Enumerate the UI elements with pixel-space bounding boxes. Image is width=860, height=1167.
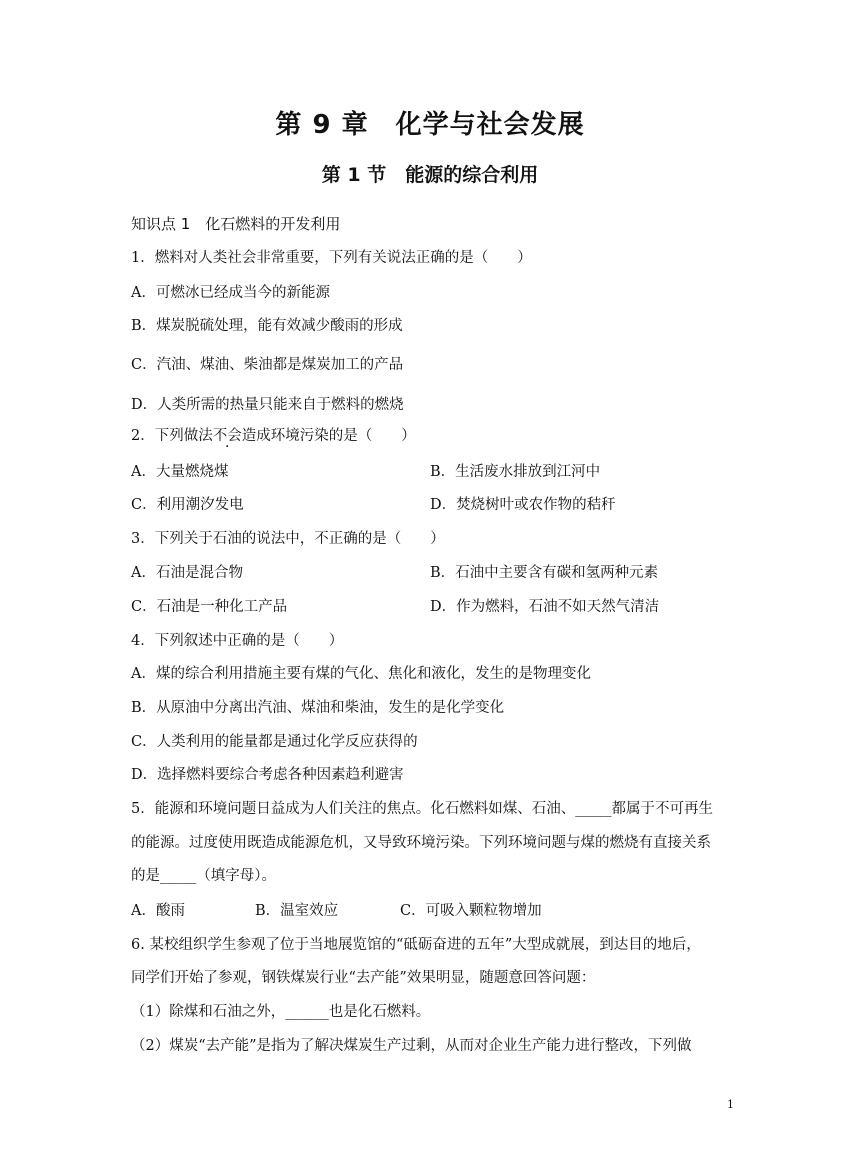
q4-option-c: C．人类利用的能量都是通过化学反应获得的 xyxy=(131,734,418,750)
page-number: 1 xyxy=(727,1098,734,1111)
q1-option-d: D．人类所需的热量只能来自于燃料的燃烧 xyxy=(131,397,404,413)
q4-option-a: A．煤的综合利用措施主要有煤的气化、焦化和液化，发生的是物理变化 xyxy=(131,666,591,682)
q1-option-c: C．汽油、煤油、柴油都是煤炭加工的产品 xyxy=(131,357,404,373)
q2-option-b: B．生活废水排放到江河中 xyxy=(430,464,601,480)
q5-option-a: A．酸雨 xyxy=(131,903,185,919)
q3-stem: 3．下列关于石油的说法中，不正确的是（ ） xyxy=(131,531,445,547)
q5-line2: 的能源。过度使用既造成能源危机，又导致环境污染。下列环境问题与煤的燃烧有直接关系 xyxy=(131,835,711,851)
q2-option-c: C．利用潮汐发电 xyxy=(131,497,244,513)
knowledge-point-heading: 知识点 1 化石燃料的开发利用 xyxy=(131,215,341,233)
q2-stem xyxy=(131,426,416,446)
chapter-title: 第 9 章 化学与社会发展 xyxy=(275,110,585,140)
section-title: 第 1 节 能源的综合利用 xyxy=(321,164,539,186)
q6-line1: 6. 某校组织学生参观了位于当地展览馆的“砥砺奋进的五年”大型成就展，到达目的地后， xyxy=(131,937,701,953)
q5-line3: 的是_____（填字母）。 xyxy=(131,868,276,884)
q6-sub1: （1）除煤和石油之外，______也是化石燃料。 xyxy=(131,1004,431,1020)
q5-option-c: C．可吸入颗粒物增加 xyxy=(400,903,542,919)
q2-stem-part2: 造成环境污染的是（ ） xyxy=(241,428,416,444)
q2-stem-part1: 2．下列做法 xyxy=(131,428,213,444)
q1-option-a: A．可燃冰已经成当今的新能源 xyxy=(131,285,330,301)
q3-option-a: A．石油是混合物 xyxy=(131,565,243,581)
q5-line1: 5．能源和环境问题日益成为人们关注的焦点。化石燃料如煤、石油、_____都属于不可再生 xyxy=(131,801,713,817)
q4-stem: 4．下列叙述中正确的是（ ） xyxy=(131,633,344,649)
q6-line2: 同学们开始了参观，钢铁煤炭行业“去产能”效果明显，随题意回答问题： xyxy=(131,970,596,986)
q2-stem-emphasis: 不会 xyxy=(212,428,242,444)
q2-option-a: A．大量燃烧煤 xyxy=(131,464,229,480)
q3-option-d: D．作为燃料，石油不如天然气清洁 xyxy=(430,599,660,615)
q4-option-b: B．从原油中分离出汽油、煤油和柴油，发生的是化学变化 xyxy=(131,700,505,716)
q4-option-d: D．选择燃料要综合考虑各种因素趋利避害 xyxy=(131,767,404,783)
q3-option-c: C．石油是一种化工产品 xyxy=(131,599,288,615)
q1-option-b: B．煤炭脱硫处理，能有效减少酸雨的形成 xyxy=(131,318,403,334)
q3-option-b: B．石油中主要含有碳和氢两种元素 xyxy=(430,565,659,581)
q1-stem: 1．燃料对人类社会非常重要，下列有关说法正确的是（ ） xyxy=(131,250,532,266)
q2-option-d: D．焚烧树叶或农作物的秸秆 xyxy=(430,497,616,513)
q5-option-b: B．温室效应 xyxy=(255,903,339,919)
q6-sub2: （2）煤炭“去产能”是指为了解决煤炭生产过剩，从而对企业生产能力进行整改，下列做 xyxy=(131,1038,692,1054)
